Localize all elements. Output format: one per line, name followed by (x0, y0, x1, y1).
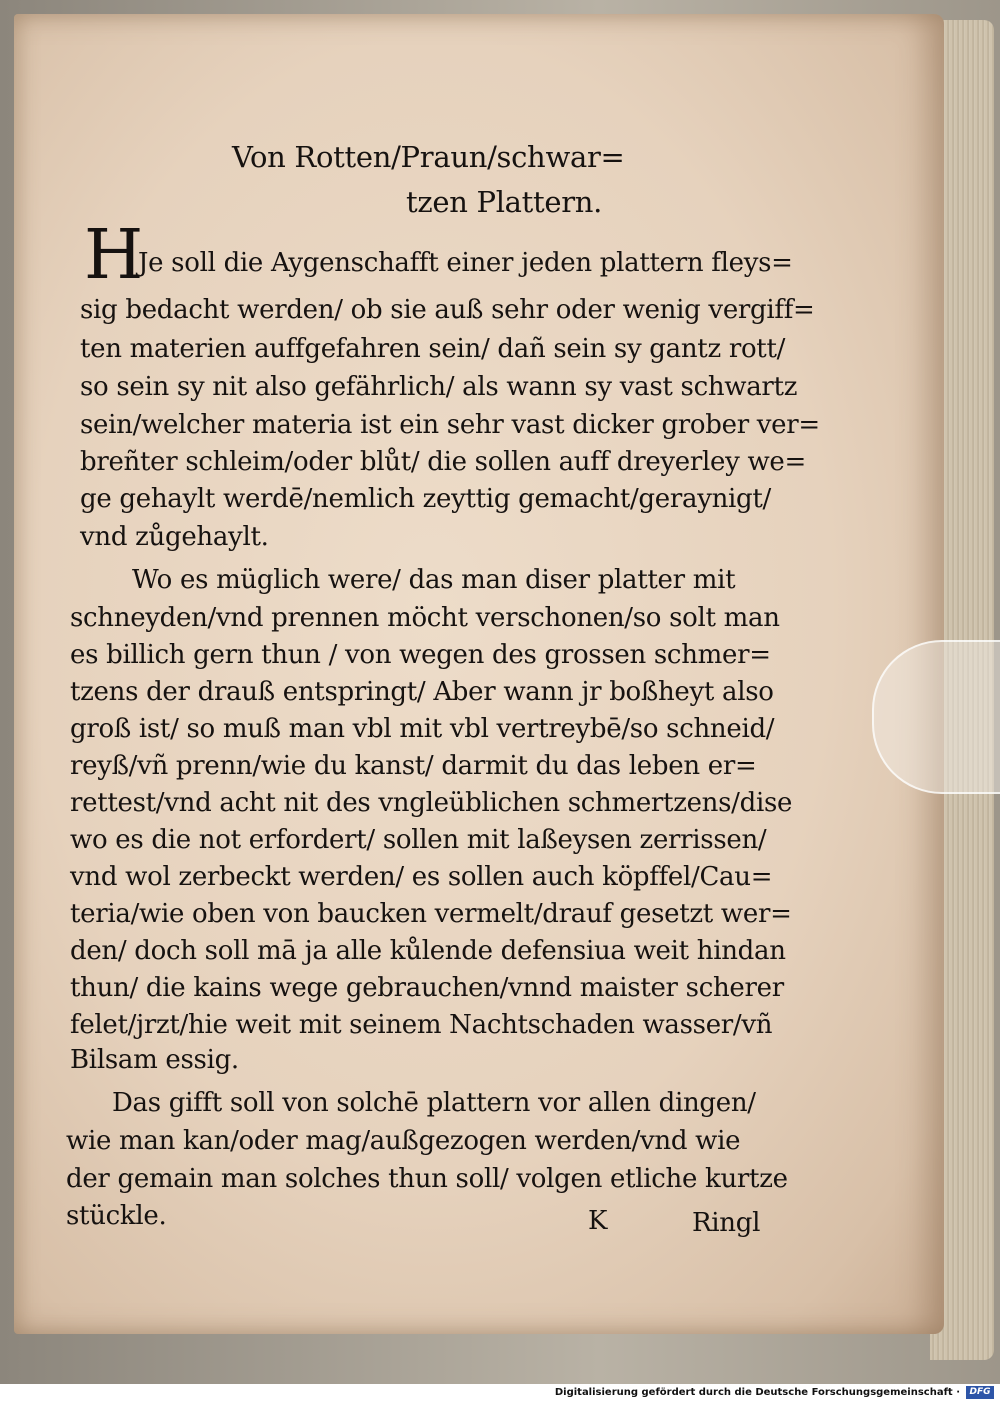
text-line: sig bedacht werden/ ob sie auß sehr oder wenig vergiff= (80, 295, 815, 325)
drop-cap: H (84, 216, 144, 295)
text-line: teria/wie oben von baucken vermelt/drauf gesetzt wer= (70, 899, 792, 929)
text-line: thun/ die kains wege gebrauchen/vnnd maister scherer (70, 973, 784, 1003)
text-line: Wo es müglich were/ das man diser platter mit (132, 565, 736, 595)
text-line: reyß/vñ prenn/wie du kanst/ darmit du das leben er= (70, 751, 757, 781)
text-line: Bilsam essig. (70, 1045, 239, 1075)
text-line: schneyden/vnd prennen möcht verschonen/so solt man (70, 603, 780, 633)
text-line: Je soll die Aygenschafft einer jeden plattern fleys= (138, 248, 793, 278)
text-line: Das gifft soll von solchē plattern vor allen dingen/ (112, 1088, 756, 1118)
chapter-heading-line-1: Von Rotten/Praun/schwar= (232, 140, 625, 174)
text-line: der gemain man solches thun soll/ volgen etliche kurtze (66, 1164, 788, 1194)
signature-mark: K (588, 1206, 608, 1236)
text-line: so sein sy nit also gefährlich/ als wann sy vast schwartz (80, 372, 798, 402)
text-line: wo es die not erfordert/ sollen mit laßeysen zerrissen/ (70, 825, 767, 855)
text-line: ten materien auffgefahren sein/ dañ sein sy gantz rott/ (80, 334, 786, 364)
text-line: vnd wol zerbeckt werden/ es sollen auch köpffel/Cau= (70, 862, 773, 892)
catchword: Ringl (692, 1208, 761, 1238)
text-line: rettest/vnd acht nit des vngleüblichen schmertzens/dise (70, 788, 793, 818)
text-line: stückle. (66, 1201, 167, 1231)
chapter-heading-line-2: tzen Plattern. (406, 185, 603, 219)
text-line: es billich gern thun / von wegen des grossen schmer= (70, 640, 771, 670)
text-line: felet/jrzt/hie weit mit seinem Nachtschaden wasser/vñ (70, 1010, 773, 1040)
text-line: breñter schleim/oder blůt/ die sollen auff dreyerley we= (80, 447, 807, 477)
text-line: groß ist/ so muß man vbl mit vbl vertreybē/so schneid/ (70, 714, 775, 744)
text-line: vnd zůgehaylt. (80, 522, 269, 552)
dfg-logo: DFG (966, 1386, 994, 1399)
text-line: ge gehaylt werdē/nemlich zeyttig gemacht/geraynigt/ (80, 484, 771, 514)
footer-bar (0, 1384, 1000, 1402)
text-line: tzens der drauß entspringt/ Aber wann jr boßheyt also (70, 677, 774, 707)
text-line: den/ doch soll mā ja alle kůlende defensiua weit hindan (70, 936, 786, 966)
footer-credit: Digitalisierung gefördert durch die Deutsche Forschungsgemeinschaft · (554, 1387, 960, 1398)
text-line: wie man kan/oder mag/außgezogen werden/vnd wie (66, 1126, 741, 1156)
text-line: sein/welcher materia ist ein sehr vast dicker grober ver= (80, 410, 820, 440)
